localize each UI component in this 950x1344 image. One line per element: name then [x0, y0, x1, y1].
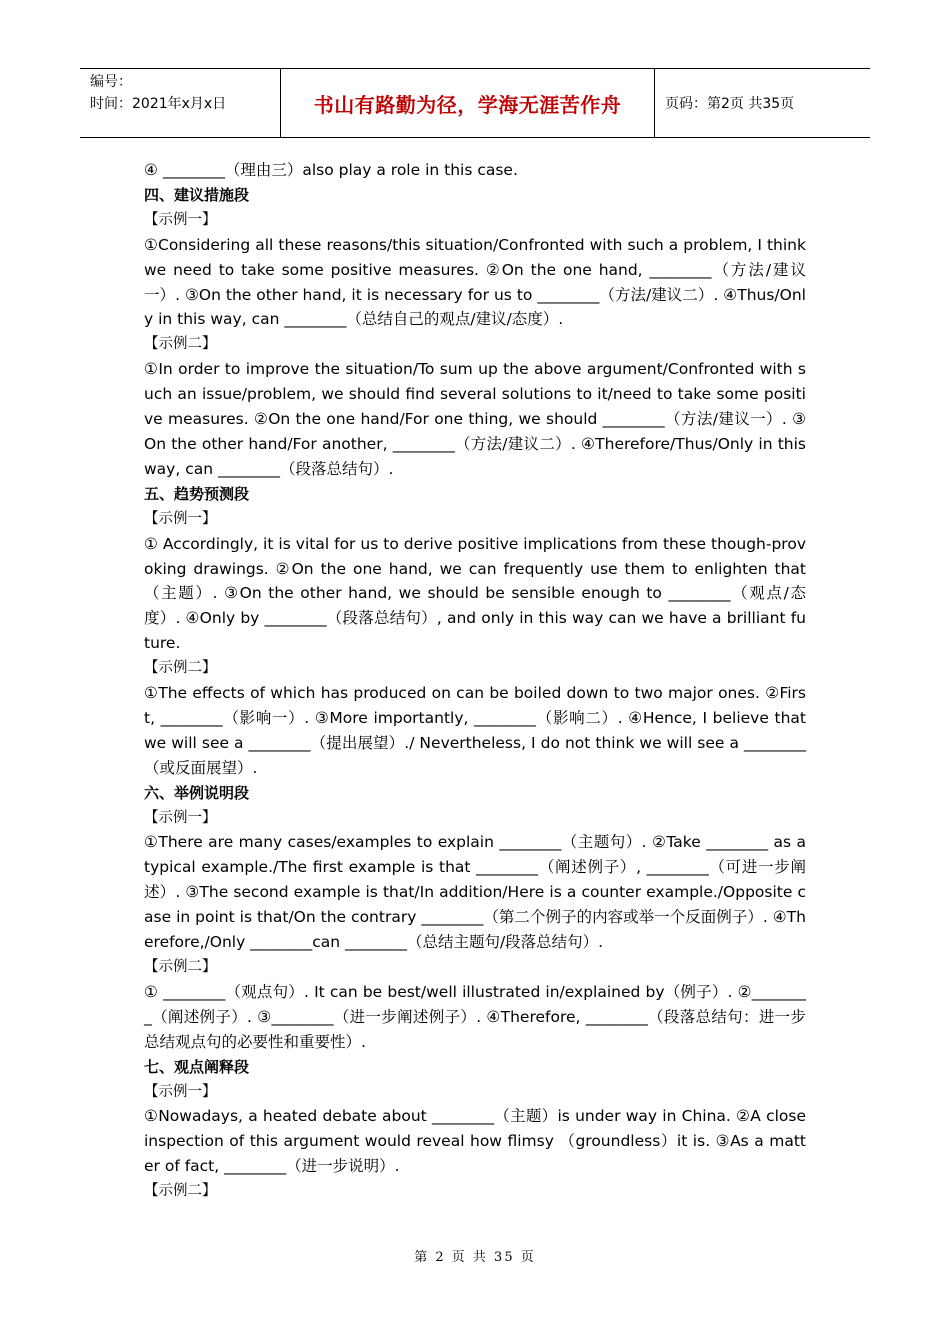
section-heading: 四、建议措施段: [144, 185, 250, 204]
paragraph-text: ①The effects of which has produced on can be boiled down to two major ones. ②First, ________（影响一）. ③More importantly, ________（影响二）. ④Hence, I believe that we will see a ________（提出展望）./ Nevertheless, I do not think we will see a ________（或反面展望）.: [144, 684, 806, 777]
example-label: 【示例一】: [144, 809, 217, 826]
paragraph-text: ①Considering all these reasons/this situation/Confronted with such a problem, I think we need to take some positive measures. ②On the one hand, ________（方法/建议一）. ③On the other hand, it is necessary for us to ________（方法/建议二）. ④Thus/Only in this way, can ________（总结自己的观点/建议/态度）.: [144, 235, 806, 329]
example-label: 【示例一】: [144, 510, 217, 527]
example-label: 【示例二】: [144, 336, 217, 353]
doc-time-label: 时间：2021年x月x日: [90, 96, 227, 112]
page-header: [80, 68, 870, 138]
paragraph-text: ④ ________（理由三）also play a role in this case.: [144, 161, 518, 179]
section-heading: 五、趋势预测段: [144, 484, 250, 503]
doc-number-label: 编号：: [90, 74, 132, 90]
paragraph-text: ① ________（观点句）. It can be best/well illustrated in/explained by（例子）. ②________（阐述例子）. ③________（进一步阐述例子）. ④Therefore, ________（段落总结句：进一步总结观点句的必要性和重要性）.: [144, 982, 806, 1051]
header-meta: [80, 69, 281, 137]
example-label: 【示例一】: [144, 211, 217, 228]
example-label: 【示例二】: [144, 959, 217, 975]
document-body: [144, 158, 806, 1204]
motto-text: 书山有路勤为径，学海无涯苦作舟: [313, 92, 622, 117]
example-label: 【示例二】: [144, 660, 217, 677]
section-heading: 六、举例说明段: [144, 783, 250, 802]
paragraph-text: ① Accordingly, it is vital for us to derive positive implications from these though-provoking drawings. ②On the one hand, we can frequently use them to enlighten that （主题）. ③On the other hand, we should be sensible enough to ________（观点/态度）. ④Only by ________（段落总结句）, and only in this way can we have a brilliant future.: [144, 534, 806, 653]
paragraph-text: ①Nowadays, a heated debate about ________（主题）is under way in China. ②A close inspection of this argument would reveal how flimsy （groundless）it is. ③As a matter of fact, ________（进一步说明）.: [144, 1107, 806, 1176]
paragraph-text: ①There are many cases/examples to explain ________（主题句）. ②Take ________ as a typical example./The first example is that ________（阐述例子）, ________（可进一步阐述）. ③The second example is that/In addition/Here is a counter example./Opposite case in point is that/On the contrary ________（第二个例子的内容或举一个反面例子）. ④Therefore,/Only ________can ________（总结主题句/段落总结句）.: [144, 833, 806, 952]
example-label: 【示例二】: [144, 1183, 217, 1200]
page-footer: 第 2 页 共 35 页: [414, 1250, 536, 1265]
page-info-text: 页码：第2页 共35页: [665, 96, 795, 112]
section-heading: 七、观点阐释段: [144, 1057, 250, 1076]
header-motto: [281, 69, 655, 137]
paragraph-text: ①In order to improve the situation/To sum up the above argument/Confronted with such an issue/problem, we should find several solutions to it/need to take some positive measures. ②On the one hand/For one thing, we should ________（方法/建议一）. ③On the other hand/For another, ________（方法/建议二）. ④Therefore/Thus/Only in this way, can ________（段落总结句）.: [144, 360, 806, 478]
header-page-info: [655, 69, 870, 137]
example-label: 【示例一】: [144, 1083, 217, 1100]
